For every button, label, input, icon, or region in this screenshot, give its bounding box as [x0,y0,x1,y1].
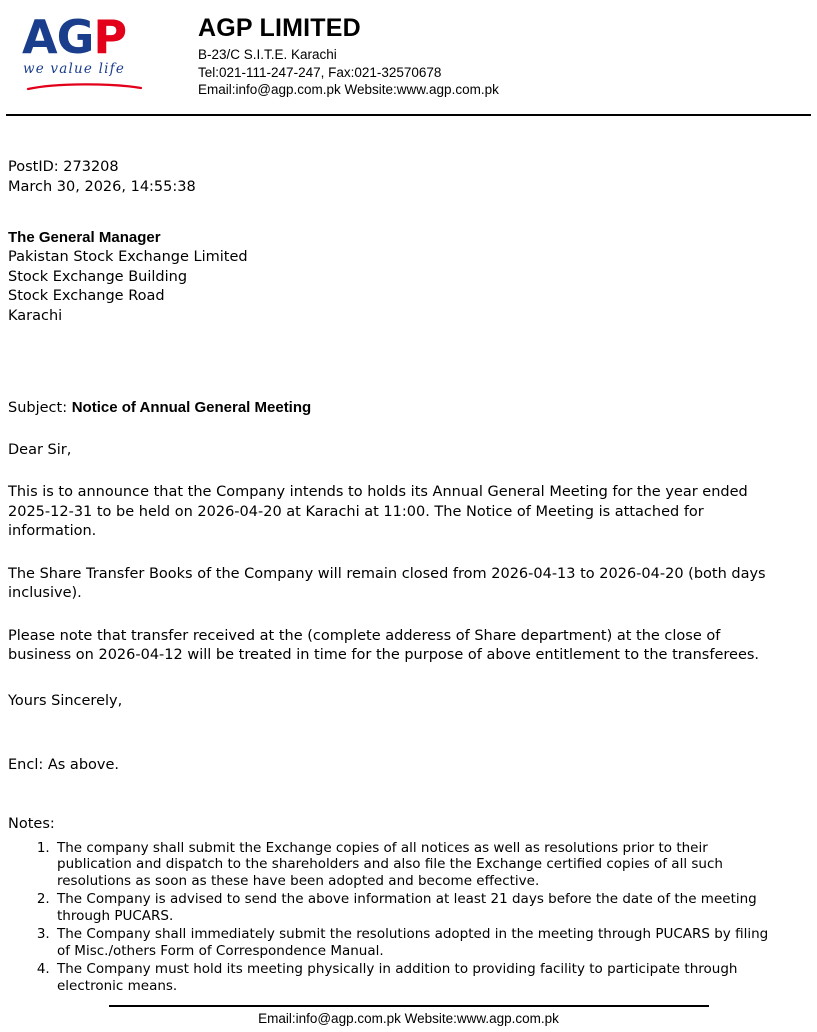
enclosure: Encl: As above. [8,756,120,773]
subject-line [8,398,777,418]
logo-tagline: we value life [23,61,126,77]
company-contact: Email:info@agp.com.pk Website:www.agp.com.pk [198,82,499,97]
post-id: PostID: 273208 [8,159,119,175]
paragraph-1: This is to announce that the Company intends to holds its Annual General Meeting for the year ended 2025-12-31 to be held on 2026-04-20 at Karachi at 11:00. The Notice of Meeting is attached for information. [8,484,748,539]
page-footer [0,1005,817,1032]
company-details [168,10,499,99]
addressee-block [8,227,777,326]
addressee-line-1: Pakistan Stock Exchange Limited [8,249,248,265]
notes-list [8,840,777,995]
paragraph-3: Please note that transfer received at the (complete adderess of Share department) at the close of business on 2026-04-12 will be treated in time for the purpose of above entitlement to the transferees. [8,627,760,663]
list-item: 3. The Company shall immediately submit the resolutions adopted in the meeting through PUCARS by filing of Misc./others Form of Correspondence Manual. [54,926,777,959]
addressee-title: The General Manager [8,229,161,246]
logo-wordmark: AGP [22,10,127,64]
subject-value: Notice of Annual General Meeting [71,399,312,416]
letter-body [0,158,817,994]
notes-title: Notes: [8,815,55,832]
list-item: 4. The Company must hold its meeting physically in addition to providing facility to participate through electronic means. [54,961,777,994]
header-divider [6,114,811,116]
subject-label: Subject: [8,400,68,416]
post-meta [8,158,777,197]
company-address: B-23/C S.I.T.E. Karachi [198,47,337,62]
addressee-line-3: Stock Exchange Road [8,288,165,304]
post-timestamp: March 30, 2026, 14:55:38 [8,178,196,195]
closing: Yours Sincerely, [8,692,123,709]
list-item: 1. The company shall submit the Exchange copies of all notices as well as resolutions prior to their publication and dispatch to the shareholders and also file the Exchange certified copies of all such resolutions as soon as these have been adopted and become effective. [54,840,777,890]
paragraph-2: The Share Transfer Books of the Company will remain closed from 2026-04-13 to 2026-04-20 (both days inclusive). [8,565,766,601]
list-item: 2. The Company is advised to send the above information at least 21 days before the date of the meeting through PUCARS. [54,891,777,924]
company-name: AGP LIMITED [198,14,361,42]
company-phone: Tel:021-111-247-247, Fax:021-32570678 [198,64,442,80]
salutation: Dear Sir, [8,442,72,458]
logo-swoosh-icon [26,82,146,92]
footer-contact: Email:info@agp.com.pk Website:www.agp.com.pk [258,1011,559,1026]
company-logo [18,10,168,96]
addressee-line-4: Karachi [8,307,63,324]
letterhead [0,0,817,110]
addressee-line-2: Stock Exchange Building [8,268,188,285]
footer-divider [109,1005,709,1007]
